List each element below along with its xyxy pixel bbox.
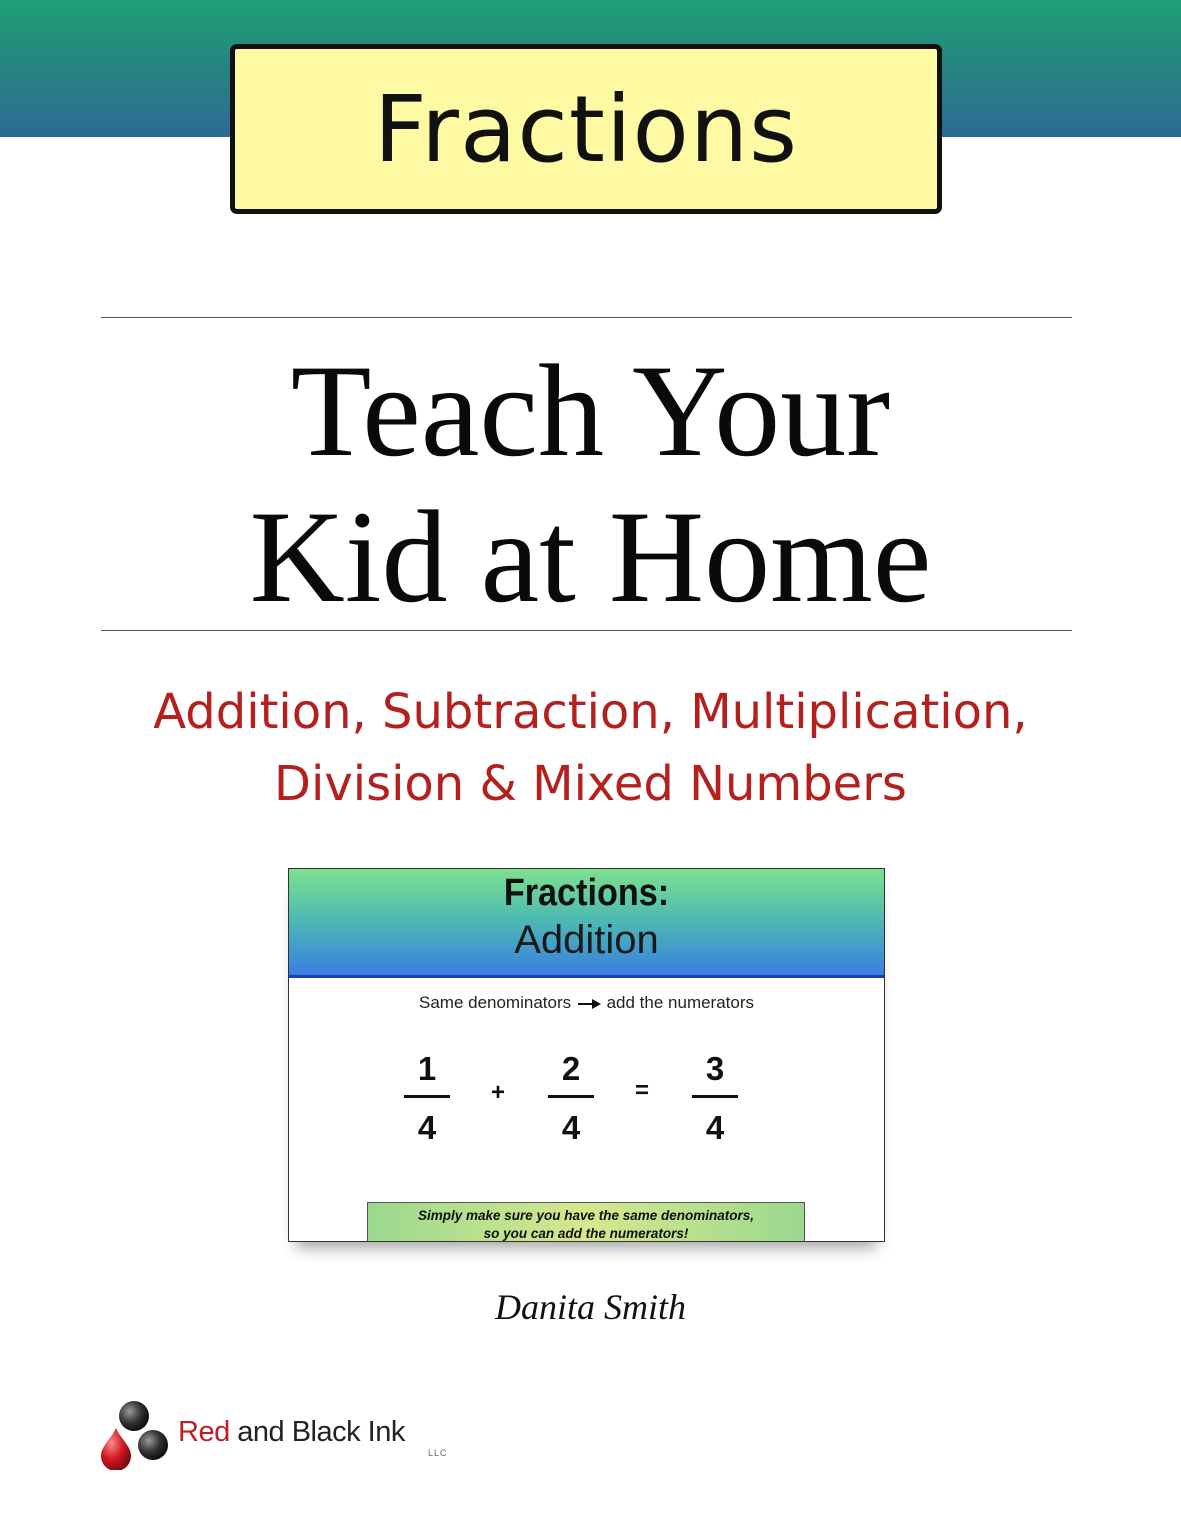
fraction-three-quarters bbox=[690, 1049, 740, 1148]
tip-line2: so you can add the numerators! bbox=[483, 1226, 689, 1241]
numerator: 1 bbox=[417, 1050, 437, 1087]
publisher-name-rest: and Black Ink bbox=[229, 1416, 405, 1448]
book-title-line2: Kid at Home bbox=[249, 483, 932, 630]
thumbnail-subheading: Addition bbox=[514, 918, 659, 962]
plus-sign: + bbox=[491, 1079, 506, 1106]
publisher-name-red: Red bbox=[178, 1416, 230, 1448]
series-title: Fractions bbox=[373, 75, 799, 183]
denominator: 4 bbox=[561, 1109, 581, 1146]
fraction-bar bbox=[404, 1095, 450, 1098]
numerator: 3 bbox=[705, 1050, 725, 1087]
denominator: 4 bbox=[705, 1109, 725, 1146]
divider-bottom bbox=[101, 630, 1072, 631]
fraction-one-quarter bbox=[402, 1049, 452, 1148]
subtitle-line2: Division & Mixed Numbers bbox=[274, 756, 907, 812]
ink-drops-icon bbox=[98, 1398, 174, 1470]
fraction-bar bbox=[692, 1095, 738, 1098]
thumbnail-header bbox=[289, 869, 884, 978]
publisher-suffix: LLC bbox=[428, 1448, 448, 1458]
thumbnail-rule-text bbox=[289, 993, 884, 1013]
thumbnail-tip-box bbox=[367, 1202, 805, 1242]
author-name: Danita Smith bbox=[494, 1287, 686, 1327]
tip-line1: Simply make sure you have the same denominators, bbox=[417, 1208, 755, 1223]
divider-top bbox=[101, 317, 1072, 318]
publisher-name bbox=[178, 1416, 405, 1449]
subtitle-line1: Addition, Subtraction, Multiplication, bbox=[153, 684, 1028, 740]
equals-sign: = bbox=[635, 1077, 650, 1104]
publisher-logo bbox=[98, 1398, 458, 1470]
rule-right-text: add the numerators bbox=[606, 993, 755, 1012]
arrow-right-icon bbox=[576, 998, 602, 1010]
sample-page-thumbnail bbox=[288, 868, 885, 1242]
book-subtitle bbox=[0, 676, 1181, 820]
series-title-box bbox=[230, 44, 942, 214]
thumbnail-heading: Fractions: bbox=[503, 872, 670, 914]
numerator: 2 bbox=[561, 1050, 581, 1087]
fraction-bar bbox=[548, 1095, 594, 1098]
book-title bbox=[0, 338, 1181, 630]
book-title-line1: Teach Your bbox=[290, 337, 891, 484]
denominator: 4 bbox=[417, 1109, 437, 1146]
fraction-two-quarters bbox=[546, 1049, 596, 1148]
rule-left-text: Same denominators bbox=[418, 993, 572, 1012]
